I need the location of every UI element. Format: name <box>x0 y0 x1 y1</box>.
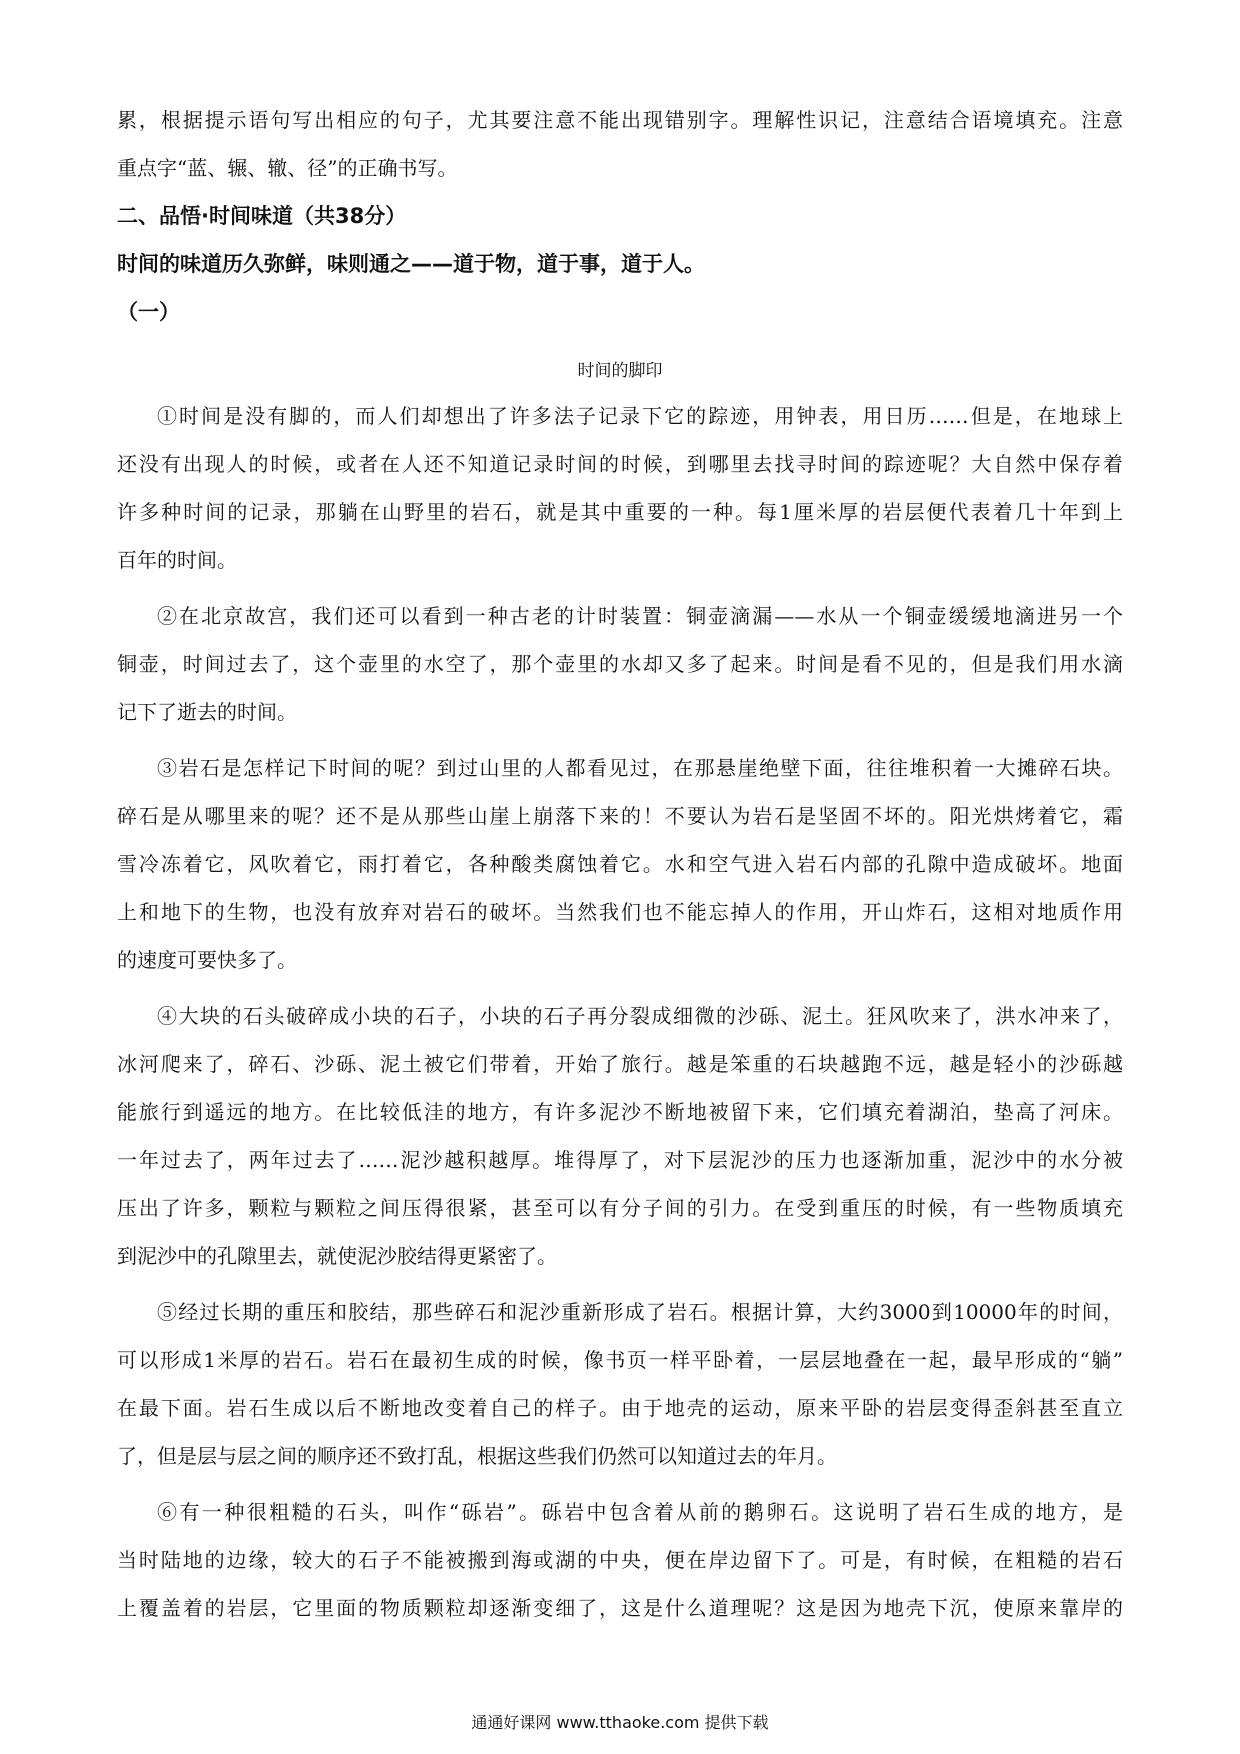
paragraph-line: ⑤经过长期的重压和胶结，那些碎石和泥沙重新形成了岩石。根据计算，大约3000到10000年的时间， <box>157 1300 1123 1324</box>
paragraph-2 <box>117 592 1123 736</box>
paragraph-line: 百年的时间。 <box>117 548 237 572</box>
paragraph-line: 冰河爬来了，碎石、沙砾、泥土被它们带着，开始了旅行。越是笨重的石块越跑不远，越是轻小的沙砾越 <box>117 1052 1123 1076</box>
paragraph-1 <box>117 392 1123 584</box>
page-footer: 通通好课网 www.tthaoke.com 提供下载 <box>471 1713 769 1732</box>
paragraph-line: 许多种时间的记录，那躺在山野里的岩石，就是其中重要的一种。每1厘米厚的岩层便代表着几十年到上 <box>117 500 1123 524</box>
paragraph-line: 能旅行到遥远的地方。在比较低洼的地方，有许多泥沙不断地被留下来，它们填充着湖泊，垫高了河床。 <box>117 1100 1123 1124</box>
intro-block <box>117 96 1123 192</box>
intro-line: 重点字“蓝、辗、辙、径”的正确书写。 <box>117 156 458 180</box>
passage-title: 时间的脚印 <box>577 361 663 381</box>
paragraph-line: ①时间是没有脚的，而人们却想出了许多法子记录下它的踪迹，用钟表，用日历……但是，在地球上 <box>157 404 1123 428</box>
part-label: （一） <box>117 300 180 324</box>
paragraph-line: 可以形成1米厚的岩石。岩石在最初生成的时候，像书页一样平卧着，一层层地叠在一起，最早形成的“躺” <box>117 1348 1123 1372</box>
paragraph-line: 上和地下的生物，也没有放弃对岩石的破坏。当然我们也不能忘掉人的作用，开山炸石，这相对地质作用 <box>117 900 1123 924</box>
intro-line: 累，根据提示语句写出相应的句子，尤其要注意不能出现错别字。理解性识记，注意结合语境填充。注意 <box>117 108 1123 132</box>
paragraph-line: 还没有出现人的时候，或者在人还不知道记录时间的时候，到哪里去找寻时间的踪迹呢？大自然中保存着 <box>117 452 1123 476</box>
paragraph-line: 当时陆地的边缘，较大的石子不能被搬到海或湖的中央，便在岸边留下了。可是，有时候，在粗糙的岩石 <box>117 1548 1123 1572</box>
paragraph-line: 铜壶，时间过去了，这个壶里的水空了，那个壶里的水却又多了起来。时间是看不见的，但是我们用水滴 <box>117 652 1123 676</box>
paragraph-line: 一年过去了，两年过去了……泥沙越积越厚。堆得厚了，对下层泥沙的压力也逐渐加重，泥沙中的水分被 <box>117 1148 1123 1172</box>
paragraph-line: ③岩石是怎样记下时间的呢？到过山里的人都看见过，在那悬崖绝壁下面，往往堆积着一大摊碎石块。 <box>157 756 1123 780</box>
paragraph-5 <box>117 1288 1123 1480</box>
section-subheading: 时间的味道历久弥鲜，味则通之——道于物，道于事，道于人。 <box>117 252 705 276</box>
section-heading: 二、品悟·时间味道（共38分） <box>117 204 407 228</box>
paragraph-line: ⑥有一种很粗糙的石头，叫作“砾岩”。砾岩中包含着从前的鹅卵石。这说明了岩石生成的地方，是 <box>157 1500 1123 1524</box>
paragraph-line: 雪冷冻着它，风吹着它，雨打着它，各种酸类腐蚀着它。水和空气进入岩石内部的孔隙中造成破坏。地面 <box>117 852 1123 876</box>
paragraph-line: 了，但是层与层之间的顺序还不致打乱，根据这些我们仍然可以知道过去的年月。 <box>117 1444 837 1468</box>
paragraph-line: 到泥沙中的孔隙里去，就使泥沙胶结得更紧密了。 <box>117 1244 557 1268</box>
page-content <box>117 96 1123 1640</box>
paragraph-6 <box>117 1488 1123 1632</box>
paragraph-line: ④大块的石头破碎成小块的石子，小块的石子再分裂成细微的沙砾、泥土。狂风吹来了，洪水冲来了， <box>157 1004 1123 1028</box>
paragraph-line: 压出了许多，颗粒与颗粒之间压得很紧，甚至可以有分子间的引力。在受到重压的时候，有一些物质填充 <box>117 1196 1123 1220</box>
paragraph-line: 的速度可要快多了。 <box>117 948 297 972</box>
paragraph-line: 在最下面。岩石生成以后不断地改变着自己的样子。由于地壳的运动，原来平卧的岩层变得歪斜甚至直立 <box>117 1396 1123 1420</box>
paragraph-line: 上覆盖着的岩层，它里面的物质颗粒却逐渐变细了，这是什么道理呢？这是因为地壳下沉，使原来靠岸的 <box>117 1596 1123 1620</box>
paragraph-3 <box>117 744 1123 984</box>
paragraph-line: ②在北京故宫，我们还可以看到一种古老的计时装置：铜壶滴漏——水从一个铜壶缓缓地滴进另一个 <box>157 604 1123 628</box>
paragraph-4 <box>117 992 1123 1280</box>
paragraph-line: 记下了逝去的时间。 <box>117 700 297 724</box>
paragraph-line: 碎石是从哪里来的呢？还不是从那些山崖上崩落下来的！不要认为岩石是坚固不坏的。阳光烘烤着它，霜 <box>117 804 1123 828</box>
